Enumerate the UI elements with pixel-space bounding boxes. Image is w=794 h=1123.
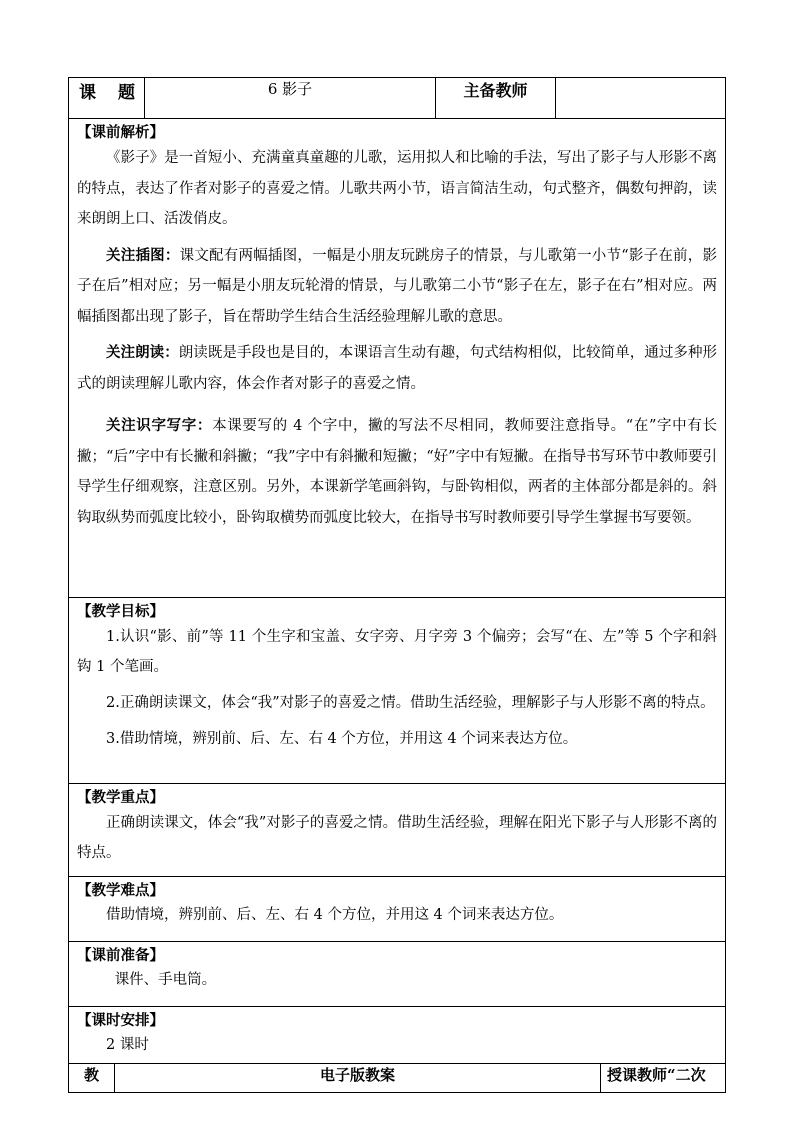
key-points-heading: 【教学重点】: [77, 789, 164, 806]
footer-table: [68, 1063, 726, 1093]
footer-cell-electronic-plan: 电子版教案: [115, 1064, 601, 1093]
illustrations-lead: 关注插图：: [106, 246, 180, 264]
lesson-plan-page: [68, 77, 725, 1093]
key-points-section: [69, 784, 726, 877]
illustrations-text: 课文配有两幅插图，一幅是小朋友玩跳房子的情景，与儿歌第一小节“影子在前，影子在后”相对应；另一幅是小朋友玩轮滑的情景，与儿歌第二小节“影子在左，影子在右”相对应。两幅插图都出现了影子，旨在帮助学生结合生活经验理解儿歌的意思。: [77, 247, 717, 325]
header-row: [69, 78, 726, 119]
goal-item-1: 1.认识“影、前”等 11 个生字和宝盖、女字旁、月字旁 3 个偏旁；会写“在、左”等 5 个字和斜钩 1 个笔画。: [77, 629, 717, 675]
preparation-text: 课件、手电筒。: [114, 972, 217, 988]
analysis-paragraph-intro: 《影子》是一首短小、充满童真童趣的儿歌，运用拟人和比喻的手法，写出了影子与人形影不离的特点，表达了作者对影子的喜爱之情。儿歌共两小节，语言简洁生动，句式整齐，偶数句押韵，读来朗朗上口、活泼俏皮。: [77, 150, 717, 227]
difficulties-section: [69, 877, 726, 942]
difficulties-text: 借助情境，辨别前、后、左、右 4 个方位，并用这 4 个词来表达方位。: [106, 907, 564, 923]
writing-text: 本课要写的 4 个字中，撇的写法不尽相同，教师要注意指导。“在”字中有长撇；“后”字中有长撇和斜撇；“我”字中有斜撇和短撇；“好”字中有短撇。在指导书写环节中教师要引导学生仔细观察，注意区别。另外，本课新学笔画斜钩，与卧钩相似，两者的主体部分都是斜的。斜钩取纵势而弧度比较小，卧钩取横势而弧度比较大，在指导书写时教师要引导学生掌握书写要领。: [77, 418, 717, 526]
goals-section: [69, 598, 726, 784]
writing-lead: 关注识字写字：: [106, 417, 213, 434]
analysis-heading: 【课前解析】: [77, 124, 164, 141]
key-points-text: 正确朗读课文，体会“我”对影子的喜爱之情。借助生活经验，理解在阳光下影子与人形影不离的特点。: [77, 815, 717, 861]
goal-item-2: 2.正确朗读课文，体会“我”对影子的喜爱之情。借助生活经验，理解影子与人形影不离的特点。: [106, 695, 715, 711]
goals-heading: 【教学目标】: [77, 603, 164, 620]
preparation-section: [69, 942, 726, 1007]
preparation-heading: 【课前准备】: [77, 947, 164, 964]
schedule-heading: 【课时安排】: [77, 1012, 164, 1029]
reading-text: 朗读既是手段也是目的，本课语言生动有趣，句式结构相似，比较简单，通过多种形式的朗读理解儿歌内容，体会作者对影子的喜爱之情。: [77, 345, 718, 392]
analysis-paragraph-illustrations: [77, 241, 717, 333]
footer-cell-teacher: 授课教师“二次: [601, 1064, 726, 1093]
analysis-paragraph-writing: [77, 411, 717, 533]
footer-cell-teach: 教: [69, 1064, 115, 1093]
lesson-title: 6 影子: [145, 78, 436, 119]
topic-label: 课 题: [69, 78, 145, 119]
schedule-section: [69, 1007, 726, 1064]
goal-item-3: 3.借助情境，辨别前、后、左、右 4 个方位，并用这 4 个词来表达方位。: [106, 731, 578, 747]
analysis-section: [69, 119, 726, 598]
lesson-plan-table: [68, 77, 726, 1064]
schedule-text: 2 课时: [106, 1037, 149, 1053]
difficulties-heading: 【教学难点】: [77, 882, 164, 899]
reading-lead: 关注朗读：: [106, 344, 179, 361]
footer-row: [69, 1064, 726, 1093]
analysis-paragraph-reading: [77, 338, 717, 399]
head-teacher-value: [556, 78, 726, 119]
head-teacher-label: 主备教师: [436, 78, 556, 119]
